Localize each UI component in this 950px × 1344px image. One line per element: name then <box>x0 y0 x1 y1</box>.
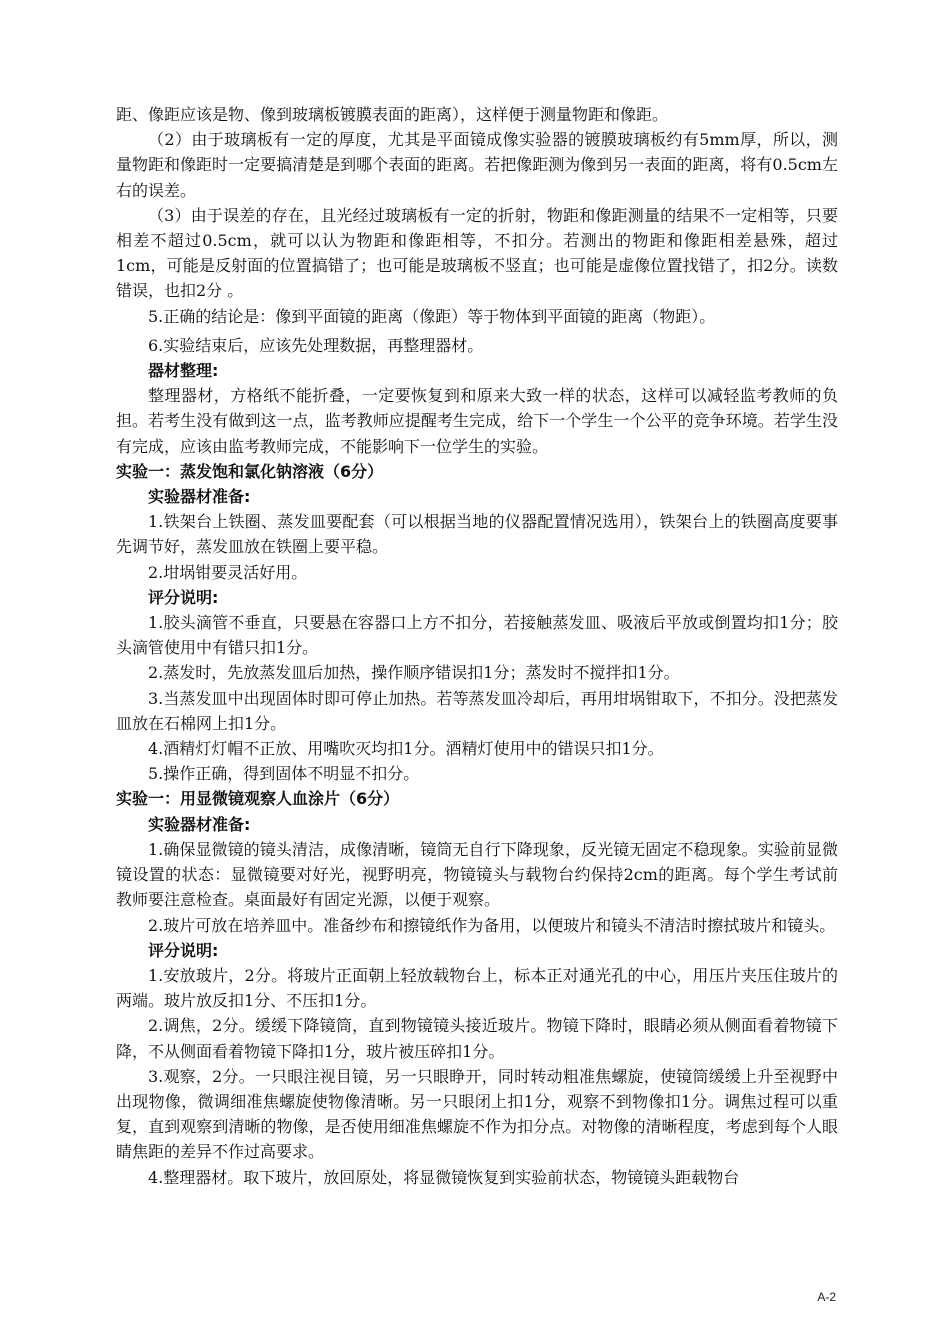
paragraph: 5.正确的结论是：像到平面镜的距离（像距）等于物体到平面镜的距离（物距）。 <box>148 306 716 326</box>
paragraph: 1.铁架台上铁圈、蒸发皿要配套（可以根据当地的仪器配置情况选用），铁架台上的铁圈高度要事先调节好，蒸发皿放在铁圈上要平稳。 <box>116 512 838 557</box>
paragraph: 5.操作正确，得到固体不明显不扣分。 <box>148 764 420 784</box>
subheading: 评分说明: <box>148 940 219 960</box>
subheading: 评分说明: <box>148 587 219 607</box>
paragraph: 整理器材，方格纸不能折叠，一定要恢复到和原来大致一样的状态，这样可以减轻监考教师的负担。若考生没有做到这一点，监考教师应提醒考生完成，给下一个学生一个公平的竞争环境。若学生没有完成，应该由监考教师完成，不能影响下一位学生的实验。 <box>116 386 838 456</box>
paragraph: 2.蒸发时，先放蒸发皿后加热，操作顺序错误扣1分；蒸发时不搅拌扣1分。 <box>148 663 680 683</box>
subheading: 实验器材准备: <box>148 814 251 834</box>
paragraph: 6.实验结束后，应该先处理数据，再整理器材。 <box>148 335 484 355</box>
section-heading: 实验一：蒸发饱和氯化钠溶液（6分） <box>116 461 384 481</box>
paragraph: 2.调焦，2分。缓缓下降镜筒，直到物镜镜头接近玻片。物镜下降时，眼睛必须从侧面看着物镜下降，不从侧面看着物镜下降扣1分，玻片被压碎扣1分。 <box>116 1016 838 1061</box>
paragraph: 1.确保显微镜的镜头清洁，成像清晰，镜筒无自行下降现象，反光镜无固定不稳现象。实验前显微镜设置的状态：显微镜要对好光，视野明亮，物镜镜头与载物台约保持2cm的距离。每个学生考试前教师要注意检查。桌面最好有固定光源，以便于观察。 <box>116 839 838 910</box>
paragraph: 距、像距应该是物、像到玻璃板镀膜表面的距离），这样便于测量物距和像距。 <box>116 105 669 124</box>
paragraph: 4.酒精灯灯帽不正放、用嘴吹灭均扣1分。酒精灯使用中的错误只扣1分。 <box>148 739 664 759</box>
paragraph: 1.安放玻片，2分。将玻片正面朝上轻放载物台上，标本正对通光孔的中心，用压片夹压住玻片的两端。玻片放反扣1分、不压扣1分。 <box>116 965 838 1011</box>
subheading: 器材整理: <box>148 361 219 381</box>
paragraph: （2）由于玻璃板有一定的厚度，尤其是平面镜成像实验器的镀膜玻璃板约有5mm厚，所以，测量物距和像距时一定要搞清楚是到哪个表面的距离。若把像距测为像到另一表面的距离，将有0.5cm左右的误差。 <box>116 130 838 200</box>
document-body <box>116 102 838 1190</box>
page-number: A-2 <box>817 1290 836 1304</box>
paragraph: 3.观察，2分。一只眼注视目镜，另一只眼睁开，同时转动粗准焦螺旋，使镜筒缓缓上升至视野中出现物像，微调细准焦螺旋使物像清晰。另一只眼闭上扣1分，观察不到物像扣1分。调焦过程可以重复，直到观察到清晰的物像，是否使用细准焦螺旋不作为扣分点。对物像的清晰程度，考虑到每个人眼睛焦距的差异不作过高要求。 <box>116 1066 838 1162</box>
section-heading: 实验一：用显微镜观察人血涂片（6分） <box>116 789 400 809</box>
paragraph: 4.整理器材。取下玻片，放回原处，将显微镜恢复到实验前状态，物镜镜头距载物台 <box>148 1167 740 1187</box>
paragraph: 3.当蒸发皿中出现固体时即可停止加热。若等蒸发皿冷却后，再用坩埚钳取下，不扣分。没把蒸发皿放在石棉网上扣1分。 <box>116 688 838 733</box>
paragraph: 2.玻片可放在培养皿中。准备纱布和擦镜纸作为备用，以便玻片和镜头不清洁时擦拭玻片和镜头。 <box>148 915 836 935</box>
subheading: 实验器材准备: <box>148 487 251 507</box>
paragraph: 1.胶头滴管不垂直，只要悬在容器口上方不扣分，若接触蒸发皿、吸液后平放或倒置均扣1分；胶头滴管使用中有错只扣1分。 <box>116 613 838 658</box>
paragraph: （3）由于误差的存在，且光经过玻璃板有一定的折射，物距和像距测量的结果不一定相等，只要相差不超过0.5cm，就可以认为物距和像距相等，不扣分。若测出的物距和像距相差悬殊，超过1cm，可能是反射面的位置搞错了；也可能是玻璃板不竖直；也可能是虚像位置找错了，扣2分。读数错误，也扣2分 。 <box>116 205 838 301</box>
paragraph: 2.坩埚钳要灵活好用。 <box>148 562 308 582</box>
